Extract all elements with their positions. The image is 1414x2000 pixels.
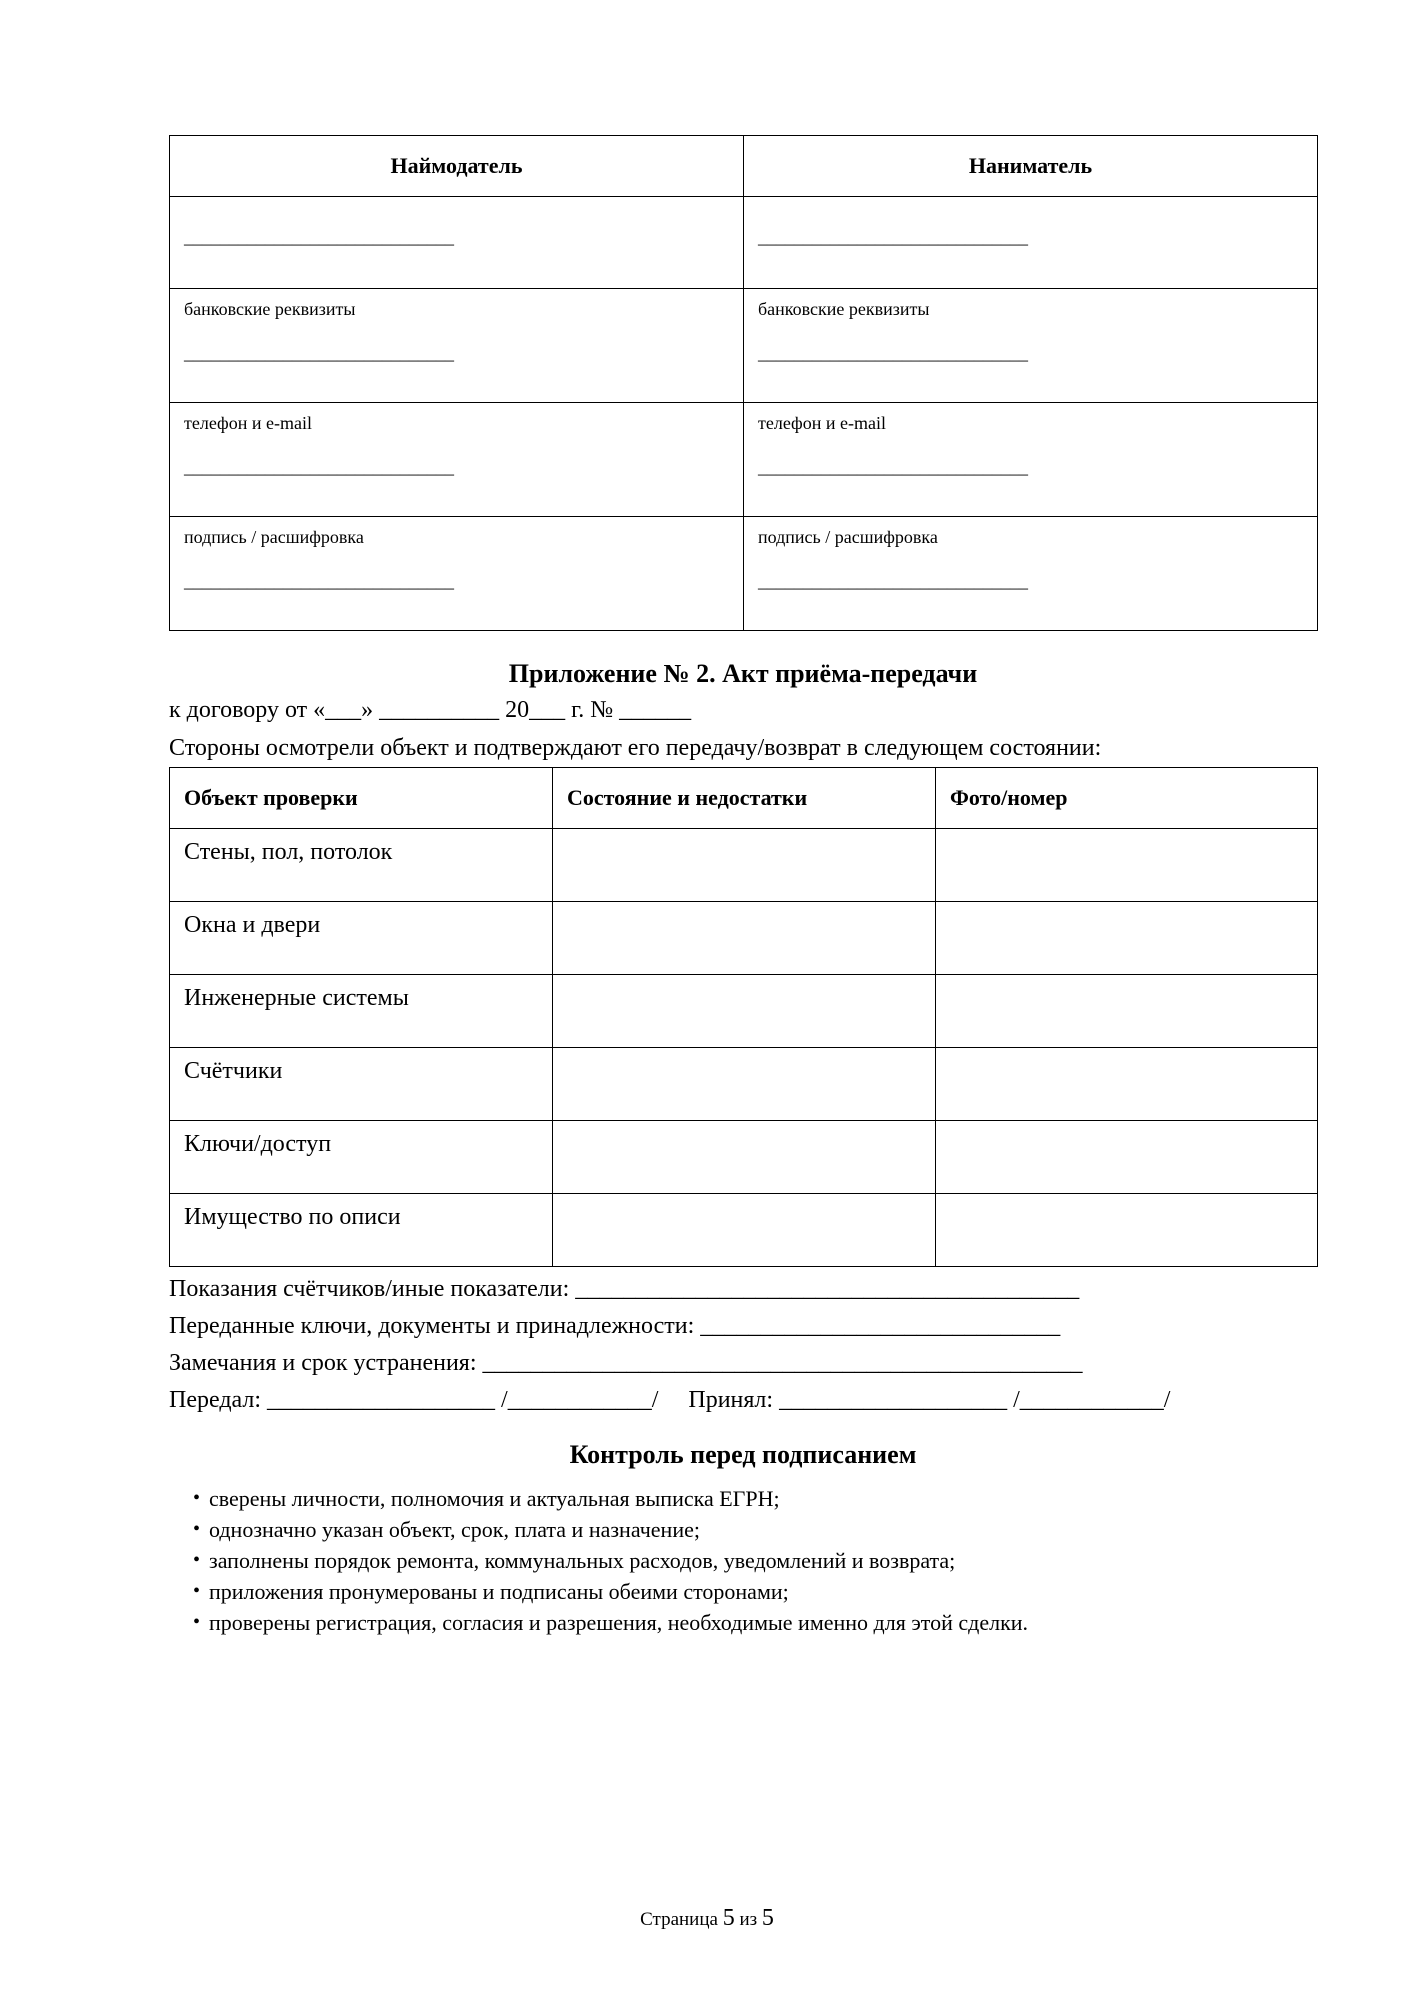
inspection-object-cell: Счётчики: [170, 1048, 553, 1121]
condition-cell: [553, 829, 936, 902]
blank-line: ______________________________: [758, 343, 1028, 363]
current-page-number: 5: [722, 1905, 735, 1931]
list-item-text: однозначно указан объект, срок, плата и назначение;: [209, 1517, 700, 1542]
list-item-text: приложения пронумерованы и подписаны обеими сторонами;: [209, 1579, 789, 1604]
table-row: [170, 829, 1318, 902]
table-row: [170, 1194, 1318, 1267]
bullet-icon: •: [193, 1611, 201, 1633]
blank-line: ______________________________: [758, 227, 1028, 247]
landlord-header: Наймодатель: [170, 136, 744, 197]
list-item-text: сверены личности, полномочия и актуальная выписка ЕГРН;: [209, 1486, 780, 1511]
fields-block: [169, 1271, 1317, 1419]
condition-cell: [553, 902, 936, 975]
signature-row-contacts: [170, 403, 1318, 517]
column-header-object: Объект проверки: [170, 768, 553, 829]
contacts-label: телефон и e-mail: [184, 413, 312, 433]
list-item: [193, 1607, 1317, 1638]
photo-cell: [936, 1194, 1318, 1267]
list-item-text: заполнены порядок ремонта, коммунальных расходов, уведомлений и возврата;: [209, 1548, 956, 1573]
photo-cell: [936, 829, 1318, 902]
list-item-text: проверены регистрация, согласия и разрешения, необходимые именно для этой сделки.: [209, 1610, 1029, 1635]
blank-line: ______________________________: [184, 227, 454, 247]
bank-details-label: банковские реквизиты: [758, 299, 930, 319]
signature-table: [169, 135, 1318, 631]
signature-row-sign: [170, 517, 1318, 631]
bullet-icon: •: [193, 1487, 201, 1509]
condition-cell: [553, 1048, 936, 1121]
bank-details-label: банковские реквизиты: [184, 299, 356, 319]
table-row: [170, 902, 1318, 975]
handover-field: Передал: ___________________ /____________/ Принял: ___________________ /____________/: [169, 1387, 1171, 1413]
inspection-header-row: [170, 768, 1318, 829]
inspection-object-cell: Окна и двери: [170, 902, 553, 975]
appendix-title: Приложение № 2. Акт приёма-передачи: [508, 659, 978, 688]
blank-line: ______________________________: [758, 457, 1028, 477]
landlord-contacts-cell: [170, 403, 744, 517]
appendix-intro: Стороны осмотрели объект и подтверждают его передачу/возврат в следующем состоянии:: [169, 735, 1102, 761]
photo-cell: [936, 902, 1318, 975]
inspection-table: [169, 767, 1318, 1267]
photo-cell: [936, 1048, 1318, 1121]
contract-reference: к договору от «___» __________ 20___ г. № ______: [169, 697, 692, 723]
footer-middle: из: [739, 1909, 758, 1930]
tenant-signature-cell: [744, 517, 1318, 631]
signature-row-bank: [170, 289, 1318, 403]
blank-line: ______________________________: [184, 343, 454, 363]
signature-label: подпись / расшифровка: [758, 527, 938, 547]
signature-header-row: [170, 136, 1318, 197]
list-item: [193, 1576, 1317, 1607]
table-row: [170, 1048, 1318, 1121]
landlord-signature-cell: [170, 517, 744, 631]
list-item: [193, 1545, 1317, 1576]
inspection-object-cell: Имущество по описи: [170, 1194, 553, 1267]
photo-cell: [936, 975, 1318, 1048]
blank-line: ______________________________: [184, 457, 454, 477]
blank-line: ______________________________: [758, 571, 1028, 591]
inspection-object-cell: Инженерные системы: [170, 975, 553, 1048]
inspection-object-cell: Ключи/доступ: [170, 1121, 553, 1194]
column-header-condition: Состояние и недостатки: [553, 768, 936, 829]
meters-field: Показания счётчиков/иные показатели: __________________________________________: [169, 1276, 1080, 1302]
contacts-label: телефон и e-mail: [758, 413, 886, 433]
tenant-bank-cell: [744, 289, 1318, 403]
list-item: [193, 1483, 1317, 1514]
landlord-name-cell: [170, 197, 744, 289]
tenant-contacts-cell: [744, 403, 1318, 517]
document-page: [169, 135, 1317, 1638]
condition-cell: [553, 1121, 936, 1194]
column-header-photo: Фото/номер: [936, 768, 1318, 829]
control-checklist: [169, 1483, 1317, 1638]
remarks-field: Замечания и срок устранения: __________________________________________________: [169, 1350, 1083, 1376]
condition-cell: [553, 1194, 936, 1267]
total-pages-number: 5: [761, 1905, 774, 1931]
landlord-bank-cell: [170, 289, 744, 403]
bullet-icon: •: [193, 1580, 201, 1602]
control-title: Контроль перед подписанием: [569, 1440, 917, 1469]
photo-cell: [936, 1121, 1318, 1194]
page-footer: [0, 1905, 1414, 1932]
signature-label: подпись / расшифровка: [184, 527, 364, 547]
table-row: [170, 1121, 1318, 1194]
keys-field: Переданные ключи, документы и принадлежности: ______________________________: [169, 1313, 1061, 1339]
inspection-object-cell: Стены, пол, потолок: [170, 829, 553, 902]
blank-line: ______________________________: [184, 571, 454, 591]
signature-row-name: [170, 197, 1318, 289]
tenant-header: Наниматель: [744, 136, 1318, 197]
tenant-name-cell: [744, 197, 1318, 289]
bullet-icon: •: [193, 1549, 201, 1571]
footer-prefix: Страница: [640, 1909, 718, 1930]
bullet-icon: •: [193, 1518, 201, 1540]
condition-cell: [553, 975, 936, 1048]
list-item: [193, 1514, 1317, 1545]
table-row: [170, 975, 1318, 1048]
